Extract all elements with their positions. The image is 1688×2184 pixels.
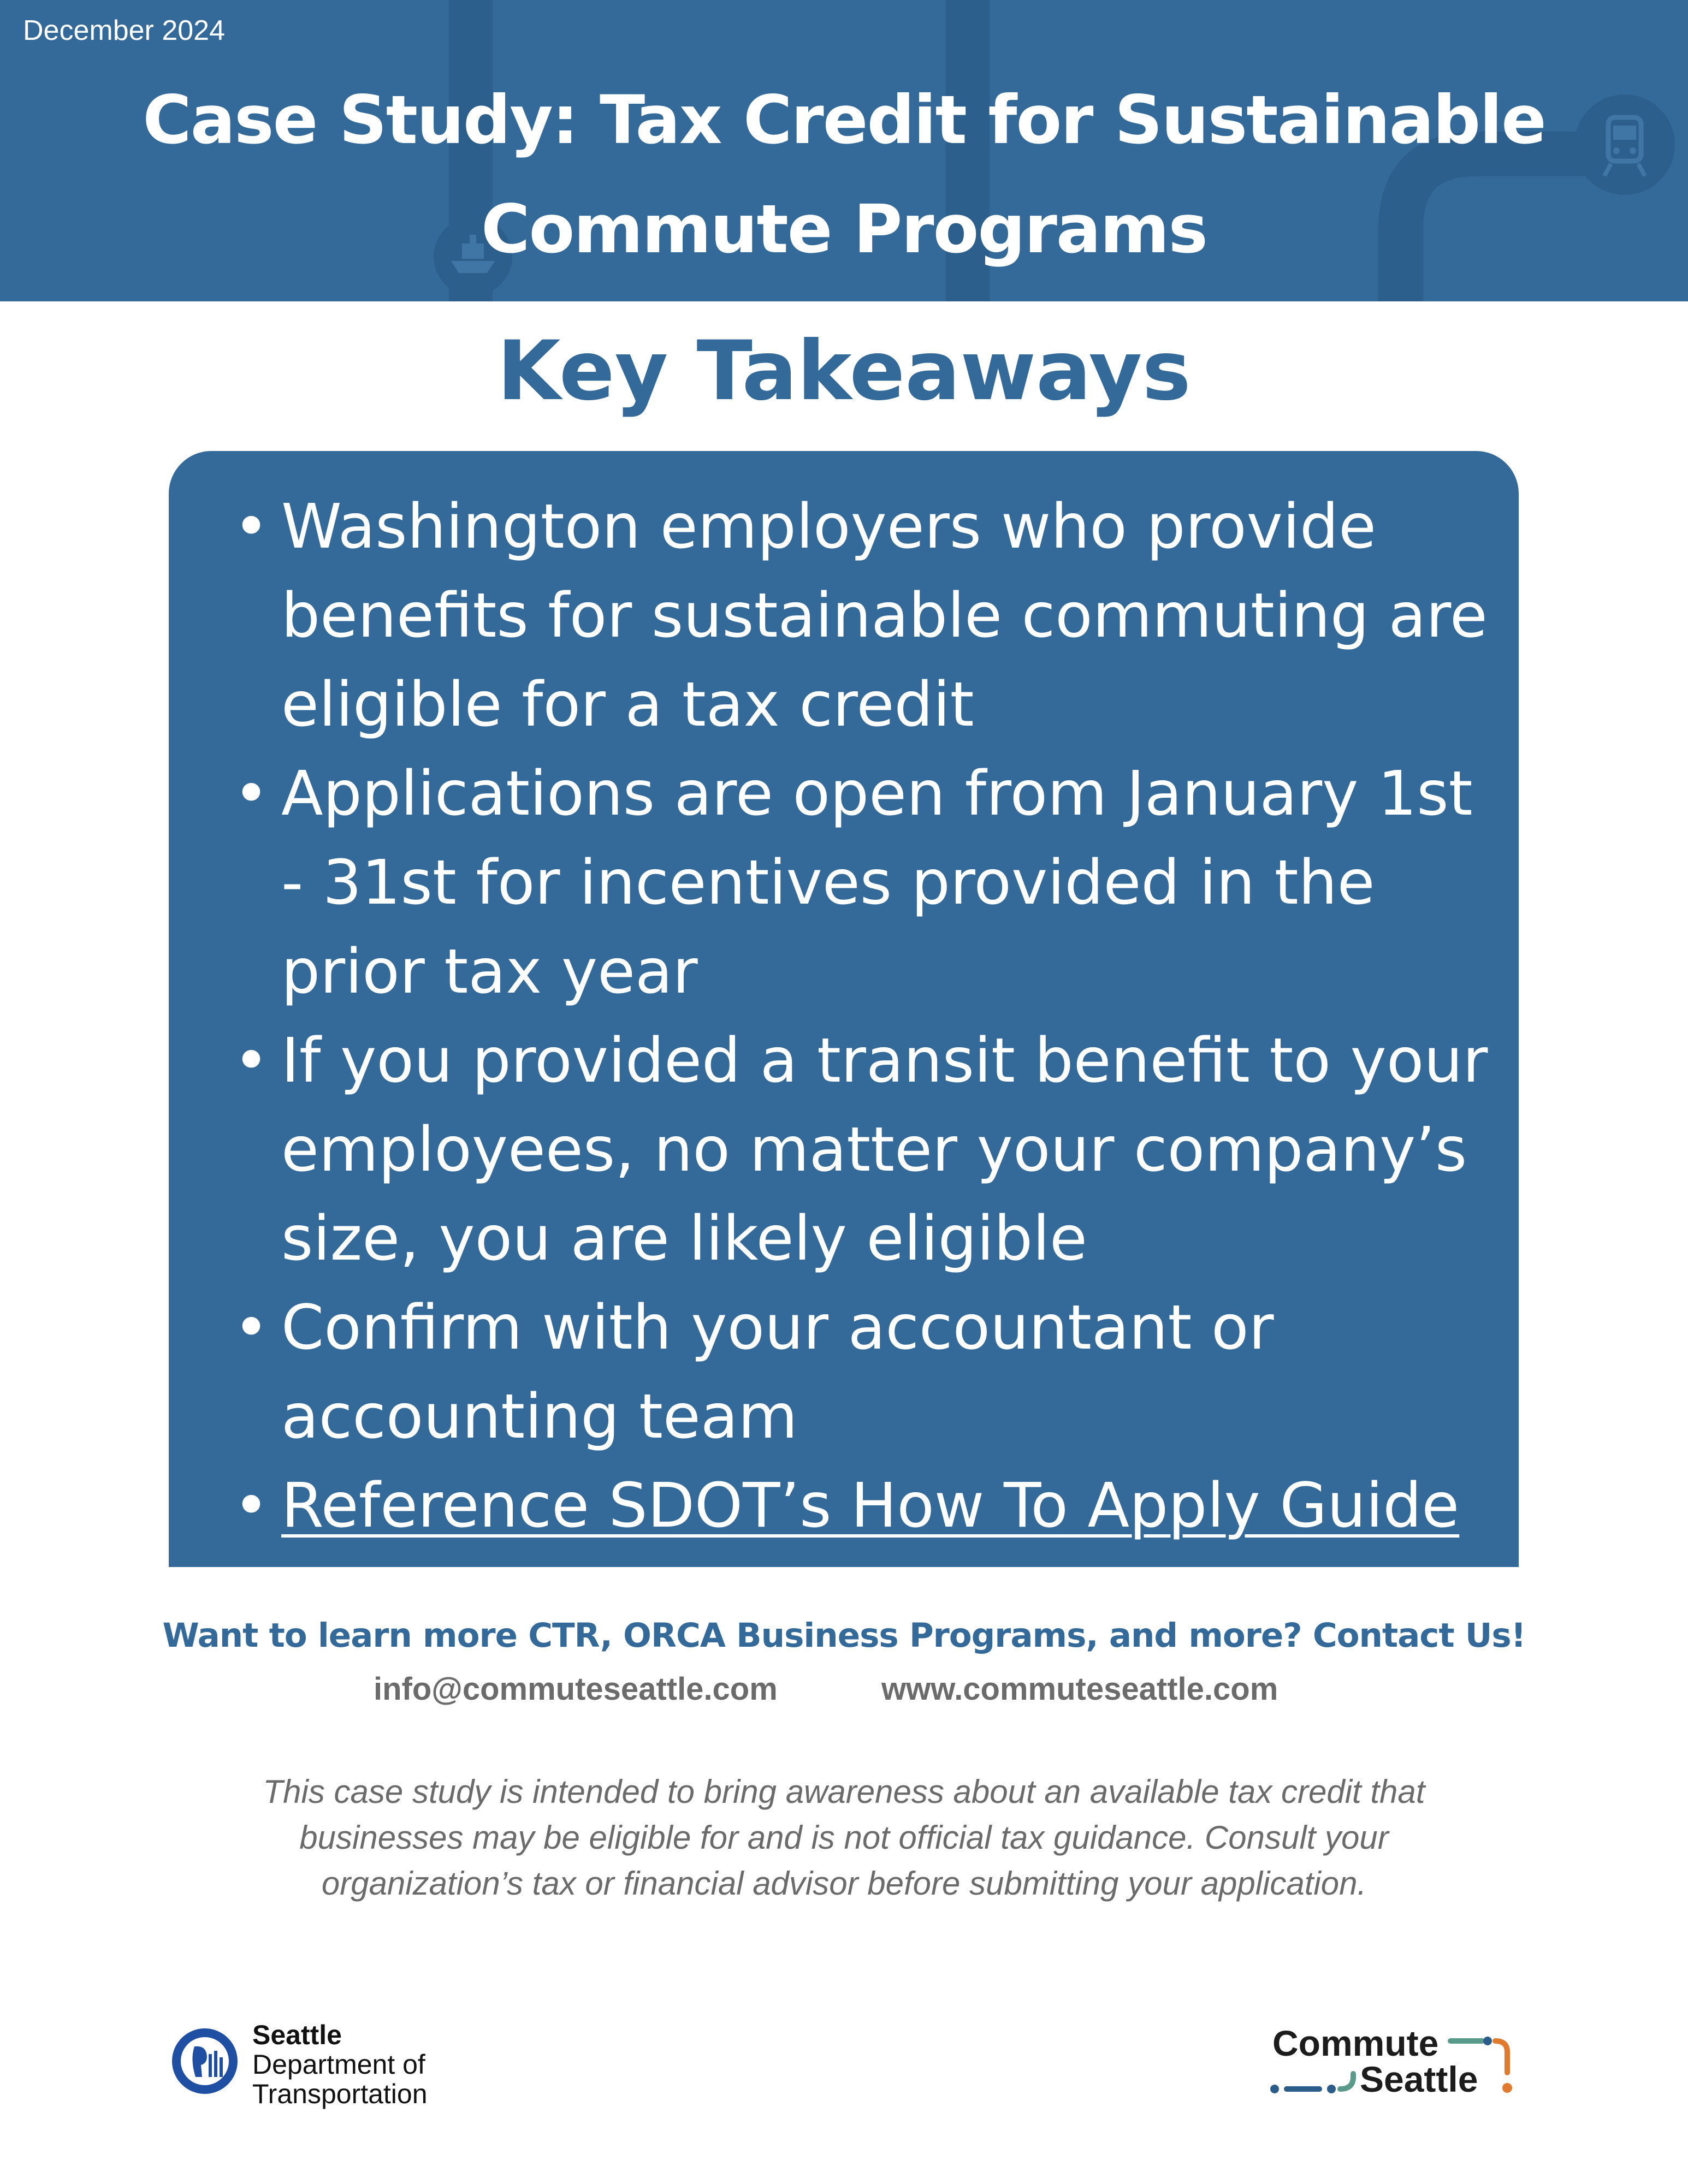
sdot-logo-line: Seattle <box>252 2020 342 2050</box>
commute-seattle-logo <box>1267 2022 1518 2110</box>
page-title-line-2: Commute Programs <box>481 191 1207 268</box>
takeaway-line: prior tax year <box>281 936 698 1007</box>
takeaway-line: employees, no matter your company’s <box>281 1114 1467 1185</box>
sdot-logo-line: Department of <box>252 2049 425 2080</box>
bullet-icon: • <box>233 1025 270 1096</box>
takeaway-item <box>169 1462 1519 1551</box>
takeaway-item <box>169 750 1519 1017</box>
bullet-icon: • <box>233 491 270 562</box>
publication-date: December 2024 <box>23 15 225 46</box>
page-title-line-1: Case Study: Tax Credit for Sustainable <box>143 81 1545 159</box>
disclaimer-line: businesses may be eligible for and is not official tax guidance. Consult your <box>299 1819 1389 1856</box>
takeaway-line: Applications are open from January 1st <box>281 758 1473 829</box>
sdot-logo-text <box>252 2020 428 2109</box>
sdot-logo <box>170 2020 443 2113</box>
bullet-icon: • <box>233 1470 270 1541</box>
takeaway-line: If you provided a transit benefit to your <box>281 1025 1488 1096</box>
takeaway-item <box>169 1284 1519 1462</box>
header-banner <box>0 0 1688 301</box>
disclaimer-line: organization’s tax or financial advisor before submitting your application. <box>321 1865 1367 1902</box>
how-to-apply-guide-link[interactable]: Reference SDOT’s How To Apply Guide <box>281 1470 1460 1541</box>
takeaways-panel <box>169 451 1519 1567</box>
takeaway-line: Washington employers who provide <box>281 491 1377 562</box>
takeaway-item <box>169 1017 1519 1284</box>
contact-website-link[interactable]: www.commuteseattle.com <box>881 1671 1278 1707</box>
bullet-icon: • <box>233 758 270 829</box>
takeaway-line: - 31st for incentives provided in the <box>281 847 1375 918</box>
bullet-icon: • <box>233 1292 270 1363</box>
page-title <box>0 66 1688 284</box>
contact-heading: Want to learn more CTR, ORCA Business Programs, and more? Contact Us! <box>162 1616 1526 1655</box>
commute-seattle-logo-line: Commute <box>1272 2023 1439 2063</box>
takeaway-line: Confirm with your accountant or <box>281 1292 1274 1363</box>
disclaimer-line: This case study is intended to bring awareness about an available tax credit that <box>263 1773 1425 1810</box>
takeaways-list <box>169 483 1519 1551</box>
key-takeaways-heading: Key Takeaways <box>497 324 1191 419</box>
takeaway-line: accounting team <box>281 1381 798 1452</box>
takeaway-line: benefits for sustainable commuting are <box>281 580 1488 651</box>
takeaway-line: size, you are likely eligible <box>281 1203 1087 1274</box>
sdot-seal-icon <box>170 2027 239 2096</box>
commute-seattle-route-mark <box>1267 2022 1518 2110</box>
takeaway-line: eligible for a tax credit <box>281 669 974 740</box>
commute-seattle-logo-line: Seattle <box>1360 2059 1478 2099</box>
takeaway-item <box>169 483 1519 750</box>
sdot-logo-line: Transportation <box>252 2079 428 2109</box>
disclaimer <box>164 1769 1524 1907</box>
contact-email-link[interactable]: info@commuteseattle.com <box>374 1671 778 1707</box>
